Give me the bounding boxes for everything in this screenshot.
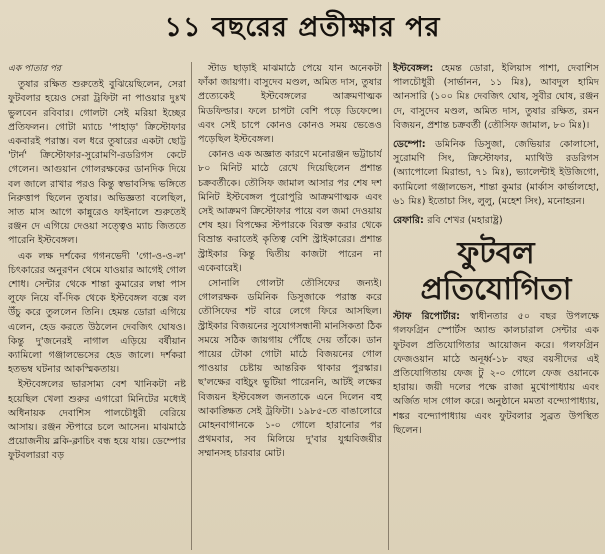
column-rule-1 (191, 62, 192, 550)
team-name: ইস্টবেঙ্গল (393, 63, 430, 74)
paragraph: স্টাড ছাড়াই মাঝমাঠে পেয়ে যান অনেকটা ফাঁকা জায়গা। বাসুদেব মণ্ডল, অমিত দাস, তুষার প্রত্যেকেই ইস্টবেঙ্গলের আক্রমণাত্মক মিডফিল্ডার। ফলে চাপটা বেশি পড়ে ডিফেন্সে। এবং সেই চাপে কোনও কোনও সময় ভেঙেও পড়েছিল ইস্টবেঙ্গল। (198, 63, 382, 146)
referee-line: রেফারি: রবি শেখর (মহারাষ্ট্র) (393, 215, 503, 227)
paragraph: কোনও এক অজ্ঞাত কারণে মনোরঞ্জন ভট্টাচার্য ৮০ মিনিট মাঠে রেখে দিয়েছিলেন প্রশান্ত চক্রবর্তীকে। তৌসিফ জামাল আসার পর শেষ দশ মিনিট ইস্টবেঙ্গল পুরোপুরি আক্রমণাত্মক এবং সেই আক্রমণ ক্রিস্টোফার পায়ে বল জমা দেওয়ায় শেষ হয়। বিপক্ষের স্টপারকে বিরক্ত করার থেকে বিভ্রান্ত করাতেই কৃতিত্ব বেশি স্ট্রাইকারের। প্রশান্ত স্ট্রাইকার কিন্তু দ্বিতীয় কাজটা পারেন না একেবারেই। (198, 149, 382, 274)
sub-article-body: স্টাফ রিপোর্টার: স্বাধীনতার ৫০ বছর উপলক্ষে গলফগ্রিন স্পোর্টস অ্যান্ড কালচারাল সেন্টার এক ফুটবল প্রতিযোগিতার আয়োজন করে। গলফগ্রিন ফেজওয়ান মাঠে অনূর্ধ্ব-১৮ বছর বয়সীদের এই প্রতিযোগিতায় ফেজ টু ২-০ গোলে ফেজ ওয়ানকে হারায়। জয়ী দলের পক্ষে রাজা মুখোপাধ্যায় এবং অর্জিত দাস গোল করে। অনুষ্ঠানে মমতা বন্দ্যোপাধ্যায়, শঙ্কর বন্দ্যোপাধ্যায় এবং ফুটবলার সুব্রত উপস্থিত ছিলেন। (393, 311, 599, 436)
lineup-east-bengal: ইস্টবেঙ্গল: হেমন্ত ডোরা, ইলিয়াস পাশা, দেবাশিস পালচৌধুরী (সার্ভানন, ১১ মিঃ), আবদুল হামিদ আনসারি (১০০ মিঃ দেবজিৎ ঘোষ, সুবীর ঘোষ, রঞ্জন দে, বাসুদেব মণ্ডল, অমিত দাস, তুষার রক্ষিত, রমন বিজয়ন, প্রশান্ত চক্রবর্তী (তৌসিফ জামাল, ৮০ মিঃ)। (393, 63, 599, 131)
lineup-dempo: ডেম্পো: ডমিনিক ডিসুজা, জেভিয়ার কোলাসো, সুরোমণি সিং, ক্রিস্টোফার, ম্যাথিউ রডরিগস (অ্যাপোলো মিরান্ডা, ৭১ মিঃ), ভ্যালেন্টাই ইউজিগো, ক্যামিলো গঞ্জালভেস, শান্তা কুমার (মার্কাস কার্ভালহো, ৬১ মিঃ) ইতোচা সিং, লুলু, (মহেশ সিং), মনোহরন। (393, 139, 599, 207)
referee-label: রেফারি (393, 215, 420, 227)
paragraph: এক লক্ষ দর্শকের গগনভেদী 'গো-ও-ও-ল' চিৎকারের অনুরণন থেমে যাওয়ার আগেই গোল শোধ। সেন্টার থেকে শান্তা কুমারের লম্বা পাস লুফে নিয়ে বাঁ-দিক থেকে ইস্টবেঙ্গল বক্সে বল উঁচু করে তুললেন তিনি। হেমন্ত ডোরা এগিয়ে এলেন, হেড করতে উঠলেন দেবজিৎ ঘোষও। কিন্তু দু'জনেরই নাগাল এড়িয়ে বর্ষীয়ান ক্যামিলো গঞ্জালভেসের হেড জালে। দর্শকরা হতভম্ব ঘটনার আকস্মিকতায়। (8, 250, 186, 376)
sub-headline-line-2: প্রতিযোগিতা (420, 272, 572, 308)
team-name: ডেম্পো (393, 139, 422, 151)
article-column-3 (393, 62, 599, 550)
paragraph: তুষার রক্ষিত শুরুতেই বুঝিয়েছিলেন, সেরা ফুটবলার হয়েও সেরা ট্রফিটা না পাওয়ার দুঃখ ভুলবেন রবিবার। গোলটা সেই মরিয়া ইচ্ছের প্রতিফলন। গোটা ম্যাচে 'পাহাড়' ক্রিস্টোফার একবারই পরাস্ত। বল ধরে তুষারের একটা ছোট্ট 'টার্ন' ক্রিস্টোফার-সুরোমণি-রডরিগস কেটে গেলেন। আগুয়ান গোলরক্ষকের ডানদিক দিয়ে বল জালে রাখার পরও কিন্তু স্বভাবসিদ্ধ ভঙ্গিতে নিরুত্তাপ ছিলেন তুষার। অভিজ্ঞতা বলেছিল, সাত মাস আগে কান্নুরেও ফাইনালে শুরুতেই রঞ্জন দে এগিয়ে দেওয়া সত্ত্বেও ম্যাচ জিততে পারেনি ইস্টবেঙ্গল। (8, 79, 186, 247)
sub-headline-line-1: ফুটবল (457, 236, 535, 272)
referee-name: রবি শেখর (মহারাষ্ট্র) (427, 215, 503, 227)
sub-article-text: স্বাধীনতার ৫০ বছর উপলক্ষে গলফগ্রিন স্পোর্টস অ্যান্ড কালচারাল সেন্টার এক ফুটবল প্রতিযোগিতার আয়োজন করে। গলফগ্রিন ফেজওয়ান মাঠে অনূর্ধ্ব-১৮ বছর বয়সীদের এই প্রতিযোগিতায় ফেজ টু ২-০ গোলে ফেজ ওয়ানকে হারায়। জয়ী দলের পক্ষে রাজা মুখোপাধ্যায় এবং অর্জিত দাস গোল করে। অনুষ্ঠানে মমতা বন্দ্যোপাধ্যায়, শঙ্কর বন্দ্যোপাধ্যায় এবং ফুটবলার সুব্রত উপস্থিত ছিলেন। (393, 311, 599, 436)
headline: ১১ বছরের প্রতীক্ষার পর (164, 12, 441, 43)
article-column-2 (198, 62, 382, 550)
byline: স্টাফ রিপোর্টার (393, 311, 457, 323)
sub-headline (393, 236, 599, 308)
column-rule-2 (388, 62, 389, 550)
team-players: হেমন্ত ডোরা, ইলিয়াস পাশা, দেবাশিস পালচৌধুরী (সার্ভানন, ১১ মিঃ), আবদুল হামিদ আনসারি (১০০ মিঃ দেবজিৎ ঘোষ, সুবীর ঘোষ, রঞ্জন দে, বাসুদেব মণ্ডল, অমিত দাস, তুষার রক্ষিত, রমন বিজয়ন, প্রশান্ত চক্রবর্তী (তৌসিফ জামাল, ৮০ মিঃ)। (393, 63, 599, 131)
article-column-1 (8, 62, 186, 550)
paragraph: সোনালি গোলটা তৌসিফের জন্যই। গোলরক্ষক ডমিনিক ডিসুজাকে পরাস্ত করে তৌসিফের শট বারে লেগে ফিরে আসছিল। স্ট্রাইকার বিজয়নের সুযোগসন্ধানী মানসিকতা ঠিক সময়ে সঠিক জায়গায় পৌঁছে দেয় তাঁকে। ডান পায়ের টোকা গোটা মাঠে বিজয়নের গোল পাওয়ার চেষ্টায় আন্তরিক থাকার পুরস্কার। ছ'লক্ষের বাইচুং ভুটিয়া পারেননি, আটই লক্ষের বিজয়ন ইস্টবেঙ্গল জনতাকে এনে দিলেন বহু আকাঙ্ক্ষিত সেই ট্রফিটা। ১৯৮৫-তে বাঙালোরে মোহনবাগানকে ১-০ গোলে হারানোর পর প্রথমবার, সব মিলিয়ে দু'বার যুগ্মবিজয়ীর সম্মানসহ চারবার মোট। (198, 278, 382, 460)
team-players: ডমিনিক ডিসুজা, জেভিয়ার কোলাসো, সুরোমণি সিং, ক্রিস্টোফার, ম্যাথিউ রডরিগস (অ্যাপোলো মিরান্ডা, ৭১ মিঃ), ভ্যালেন্টাই ইউজিগো, ক্যামিলো গঞ্জালভেস, শান্তা কুমার (মার্কাস কার্ভালহো, ৬১ মিঃ) ইতোচা সিং, লুলু, (মহেশ সিং), মনোহরন। (393, 139, 599, 207)
paragraph: ইস্টবেঙ্গলের ভারসাম্য বেশ খানিকটা নষ্ট হয়েছিল খেলা শুরুর এগারো মিনিটের মধ্যেই অধিনায়ক দেবাশিস পালচৌধুরী বেরিয়ে আসায়। রঞ্জন স্টপারে চলে আসেন। মাঝমাঠে প্রয়োজনীয় ব্লকি-ক্লাচিং বন্ধ হয়ে যায়। ডেম্পোর ফুটবলাররা বড় (8, 379, 186, 462)
dateline: এক পাতার পর (8, 64, 61, 74)
